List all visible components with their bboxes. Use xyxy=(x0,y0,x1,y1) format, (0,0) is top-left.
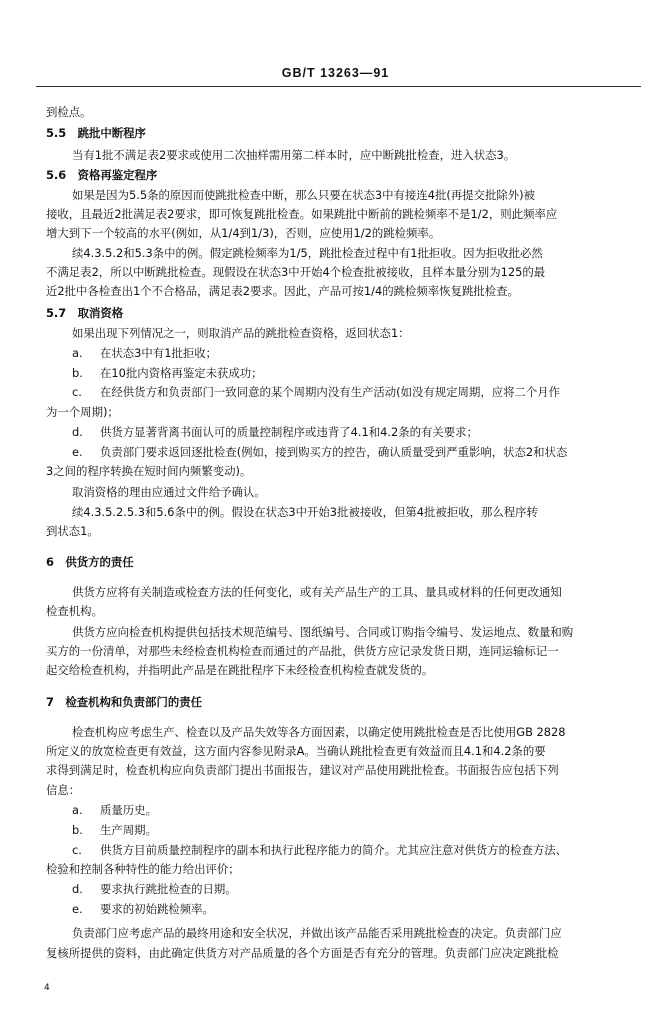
list-item xyxy=(72,423,478,442)
section-heading: 5.7 取消资格 xyxy=(46,306,124,320)
text-line: 当有1批不满足表2要求或使用二次抽样需用第二样本时，应中断跳批检查，进入状态3。 xyxy=(72,148,516,162)
text-line: 如果出现下列情况之一，则取消产品的跳批检查资格，返回状态1： xyxy=(72,326,410,340)
text-line: 负责部门应考虑产品的最终用途和安全状况，并做出该产品能否采用跳批检查的决定。负责部门应 xyxy=(72,926,562,940)
list-item-text: 供货方显著背离书面认可的质量控制程序或违背了4.1和4.2条的有关要求； xyxy=(100,425,478,439)
list-item-text: 要求的初始跳检频率。 xyxy=(100,902,214,916)
text-line: 接收，且最近2批满足表2要求，即可恢复跳批检查。如果跳批中断前的跳检频率不是1/2，则此频率应 xyxy=(46,207,558,221)
text-line: 检查机构。 xyxy=(46,604,103,618)
list-item xyxy=(72,821,157,840)
list-item-text: 供货方目前质量控制程序的副本和执行此程序能力的简介。尤其应注意对供货方的检查方法、 xyxy=(100,843,568,857)
text-line: 续4.3.5.2和5.3条中的例。假定跳检频率为1/5，跳批检查过程中有1批拒收。因为拒收批必然 xyxy=(72,246,543,260)
page-header: GB/T 13263—91 xyxy=(281,66,390,80)
text-line: 如果是因为5.5条的原因而使跳批检查中断，那么只要在状态3中有接连4批(再提交批除外)被 xyxy=(72,188,535,202)
section-heading: 7 检查机构和负责部门的责任 xyxy=(46,695,203,709)
text-line: 增大到下一个较高的水平(例如，从1/4到1/3)，否则，应使用1/2的跳检频率。 xyxy=(46,226,441,240)
list-item xyxy=(72,841,567,860)
text-line: 近2批中各检查出1个不合格品，满足表2要求。因此，产品可按1/4的跳检频率恢复跳批检查。 xyxy=(46,284,519,298)
list-marker: e. xyxy=(72,445,83,459)
text-line: 不满足表2，所以中断跳批检查。现假设在状态3中开始4个检查批被接收，且样本量分别为125的最 xyxy=(46,265,546,279)
header-rule xyxy=(36,86,641,87)
list-marker: a. xyxy=(72,803,83,817)
text-line: 检查机构应考虑生产、检查以及产品失效等各方面因素，以确定使用跳批检查是否比使用GB 2828 xyxy=(72,725,566,739)
text-line: 信息： xyxy=(46,783,81,797)
list-marker: c. xyxy=(72,843,82,857)
list-item xyxy=(72,344,217,363)
list-marker: b. xyxy=(72,823,83,837)
list-item-text: 负责部门要求返回逐批检查(例如，接到购买方的控告，确认质量受到严重影响，状态2和状态 xyxy=(100,445,568,459)
list-item xyxy=(72,880,237,899)
list-item-text: 在经供货方和负责部门一致同意的某个周期内没有生产活动(如没有规定周期，应将二个月作 xyxy=(100,385,561,399)
text-line: 起交给检查机构，并指明此产品是在跳批程序下未经检查机构检查就发货的。 xyxy=(46,663,434,677)
list-marker: a. xyxy=(72,346,83,360)
text-line: 到检点。 xyxy=(46,105,92,119)
list-item xyxy=(72,443,567,462)
text-line: 续4.3.5.2.5.3和5.6条中的例。假设在状态3中开始3批被接收，但第4批被拒收，那么程序转 xyxy=(72,505,538,519)
list-marker: e. xyxy=(72,902,83,916)
list-item-text: 质量历史。 xyxy=(100,803,157,817)
section-heading: 5.5 跳批中断程序 xyxy=(46,126,146,140)
list-item xyxy=(72,900,214,919)
list-item-text: 在状态3中有1批拒收； xyxy=(100,346,218,360)
list-item xyxy=(72,364,263,383)
list-marker: d. xyxy=(72,882,83,896)
text-line: 供货方应将有关制造或检查方法的任何变化，或有关产品生产的工具、量具或材料的任何更改通知 xyxy=(72,585,562,599)
list-item xyxy=(72,383,560,402)
text-line: 3之间的程序转换在短时间内频繁变动)。 xyxy=(46,464,252,478)
text-line: 复核所提供的资料，由此确定供货方对产品质量的各个方面是否有充分的管理。负责部门应决定跳批检 xyxy=(46,946,559,960)
section-heading: 5.6 资格再鉴定程序 xyxy=(46,168,158,182)
text-line: 到状态1。 xyxy=(46,524,99,538)
text-line: 为一个周期)； xyxy=(46,405,119,419)
text-line: 所定义的放宽检查更有效益，这方面内容参见附录A。当确认跳批检查更有效益而且4.1和4.2条的要 xyxy=(46,744,546,758)
page-number: 4 xyxy=(44,983,50,993)
text-line: 求得到满足时，检查机构应向负责部门提出书面报告，建议对产品使用跳批检查。书面报告应包括下列 xyxy=(46,763,559,777)
list-marker: d. xyxy=(72,425,83,439)
list-item-text: 在10批内资格再鉴定未获成功； xyxy=(100,366,263,380)
text-line: 取消资格的理由应通过文件给予确认。 xyxy=(72,485,266,499)
list-marker: c. xyxy=(72,385,82,399)
list-item-text: 要求执行跳批检查的日期。 xyxy=(100,882,237,896)
list-item xyxy=(72,801,157,820)
section-heading: 6 供货方的责任 xyxy=(46,555,134,569)
text-line: 买方的一份清单，对那些未经检查机构检查而通过的产品批，供货方应记录发货日期，连同运输标记一 xyxy=(46,644,559,658)
text-line: 检验和控制各种特性的能力给出评价； xyxy=(46,862,240,876)
text-line: 供货方应向检查机构提供包括技术规范编号、图纸编号、合同或订购指令编号、发运地点、数量和购 xyxy=(72,625,574,639)
list-item-text: 生产周期。 xyxy=(100,823,157,837)
list-marker: b. xyxy=(72,366,83,380)
